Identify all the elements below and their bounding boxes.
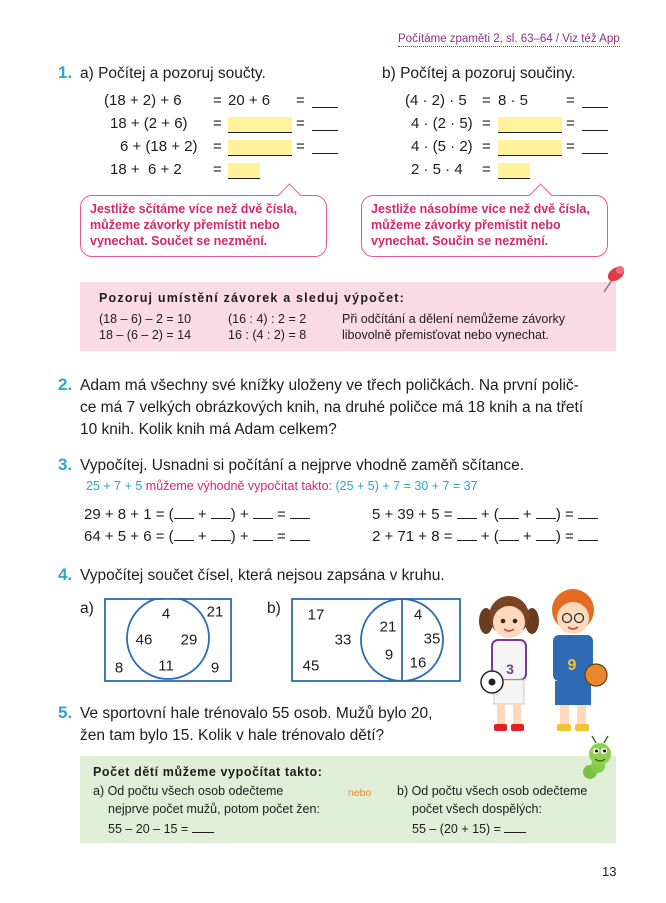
product-row-4-eq: = <box>482 161 491 178</box>
caterpillar-mascot-icon <box>576 734 620 780</box>
boy-figure <box>552 589 607 731</box>
exercise-1a-title: a) Počítej a pozoruj součty. <box>80 65 266 82</box>
answer-fill-box[interactable] <box>228 117 292 133</box>
circle-number: 9 <box>384 646 394 664</box>
answer-fill-box[interactable] <box>228 140 292 156</box>
circle-number: 4 <box>413 606 423 624</box>
solution-a-line: a) Od počtu všech osob odečteme <box>93 784 284 798</box>
exercise-4-title: Vypočítej součet čísel, která nejsou zapsána v kruhu. <box>80 567 445 584</box>
page-header-reference: Počítáme zpaměti 2, sl. 63–64 / Viz též App <box>398 33 620 45</box>
product-row-2-eq: = <box>482 115 491 132</box>
answer-blank[interactable] <box>192 832 214 833</box>
sum-row-1-eq: = <box>213 92 222 109</box>
exercise-3-row-3: 5 + 39 + 5 = + ( + ) = <box>372 506 598 523</box>
answer-fill-box[interactable] <box>498 140 562 156</box>
product-row-4-left: 2 · 5 · 4 <box>411 161 463 178</box>
answer-blank[interactable] <box>211 540 231 541</box>
circle-number: 21 <box>379 618 397 636</box>
answer-blank[interactable] <box>457 518 477 519</box>
product-row-1-mid: 8 · 5 <box>498 92 529 109</box>
expr-start: 2 + 71 + 8 = <box>372 528 453 545</box>
exercise-1b-title: b) Počítej a pozoruj součiny. <box>382 65 576 82</box>
observe-expr: (16 : 4) : 2 = 2 <box>228 312 307 326</box>
circle-number: 35 <box>423 630 441 648</box>
observe-note: libovolně přemisťovat nebo vynechat. <box>342 328 549 342</box>
exercise-4-number: 4. <box>58 565 73 584</box>
product-row-3-eq: = <box>482 138 491 155</box>
sum-row-4-eq: = <box>213 161 222 178</box>
answer-blank[interactable] <box>312 130 338 131</box>
sum-row-3-eq2: = <box>296 138 305 155</box>
diagram-a-label: a) <box>80 600 94 617</box>
circle-number: 46 <box>135 631 153 649</box>
answer-blank[interactable] <box>499 518 519 519</box>
product-row-2-left: 4 · (2 · 5) <box>411 115 473 132</box>
answer-blank[interactable] <box>504 832 526 833</box>
sum-row-1-eq2: = <box>296 92 305 109</box>
solution-b-line: b) Od počtu všech osob odečteme <box>397 784 588 798</box>
answer-blank[interactable] <box>290 518 310 519</box>
hint-text: můžeme výhodně vypočítat takto: <box>142 479 336 493</box>
answer-blank[interactable] <box>582 153 608 154</box>
rule-bubble-product <box>361 195 608 257</box>
sum-row-3-eq: = <box>213 138 222 155</box>
observe-expr: 18 – (6 – 2) = 14 <box>99 328 192 342</box>
answer-blank[interactable] <box>211 518 231 519</box>
answer-blank[interactable] <box>578 540 598 541</box>
rect-number: 45 <box>302 657 320 675</box>
solution-a-expression <box>108 822 214 836</box>
product-row-3-left: 4 · (5 · 2) <box>411 138 473 155</box>
answer-blank[interactable] <box>582 107 608 108</box>
exercise-2-line: 10 knih. Kolik knih má Adam celkem? <box>80 421 337 438</box>
sum-row-2-left: 18 + (2 + 6) <box>110 115 188 132</box>
solution-b-expression <box>412 822 526 836</box>
hint-expression: 25 + 7 + 5 <box>86 479 143 493</box>
rect-number: 9 <box>210 659 220 677</box>
answer-blank[interactable] <box>536 518 556 519</box>
expr-start: 64 + 5 + 6 = ( <box>84 528 174 545</box>
sum-row-4-left: 18 + 6 + 2 <box>110 161 182 178</box>
exercise-5-line: žen tam bylo 15. Kolik v hale trénovalo dětí? <box>80 727 385 744</box>
answer-blank[interactable] <box>457 540 477 541</box>
girl-jersey-number: 3 <box>506 661 514 677</box>
answer-blank[interactable] <box>290 540 310 541</box>
product-row-1-left: (4 · 2) · 5 <box>405 92 467 109</box>
pushpin-icon <box>596 262 628 296</box>
solution-box-title: Počet dětí můžeme vypočítat takto: <box>93 765 323 779</box>
rect-number: 33 <box>334 631 352 649</box>
observe-box-title: Pozoruj umístění závorek a sleduj výpočet: <box>99 291 406 305</box>
or-label: nebo <box>348 787 372 799</box>
observe-expr: 16 : (4 : 2) = 8 <box>228 328 307 342</box>
answer-fill-box[interactable] <box>498 117 562 133</box>
sum-row-1-mid: 20 + 6 <box>228 92 271 109</box>
hint-calculation: (25 + 5) + 7 = 30 + 7 = 37 <box>335 479 478 493</box>
exercise-3-row-2: 64 + 5 + 6 = ( + ) + = <box>84 528 310 545</box>
rect-number: 8 <box>114 659 124 677</box>
product-row-2-eq2: = <box>566 115 575 132</box>
exercise-3-row-1: 29 + 8 + 1 = ( + ) + = <box>84 506 310 523</box>
sum-row-2-eq2: = <box>296 115 305 132</box>
exercise-5-number: 5. <box>58 703 73 722</box>
exercise-5-line: Ve sportovní hale trénovalo 55 osob. Mužů bylo 20, <box>80 705 433 722</box>
exercise-3-number: 3. <box>58 455 73 474</box>
circle-number: 4 <box>161 605 171 623</box>
answer-blank[interactable] <box>312 107 338 108</box>
answer-fill-box[interactable] <box>498 163 530 179</box>
product-row-3-eq2: = <box>566 138 575 155</box>
answer-blank[interactable] <box>312 153 338 154</box>
answer-blank[interactable] <box>253 540 273 541</box>
expr-text: 55 – (20 + 15) = <box>412 822 501 836</box>
exercise-1-number: 1. <box>58 63 73 82</box>
exercise-3-hint <box>86 479 478 493</box>
answer-fill-box[interactable] <box>228 163 260 179</box>
rule-bubble-product-text: Jestliže násobíme více než dvě čísla, můžeme závorky přemístit nebo vynechat. Součin se nezmění. <box>371 202 590 248</box>
sum-row-3-left: 6 + (18 + 2) <box>120 138 198 155</box>
expr-start: 5 + 39 + 5 = <box>372 506 453 523</box>
circle-number: 16 <box>409 654 427 672</box>
answer-blank[interactable] <box>536 540 556 541</box>
exercise-2-number: 2. <box>58 375 73 394</box>
answer-blank[interactable] <box>174 540 194 541</box>
solution-b-line: počet všech dospělých: <box>412 802 542 816</box>
rect-number: 21 <box>206 603 224 621</box>
children-illustration <box>474 576 620 734</box>
exercise-2-line: ce má 7 velkých obrázkových knih, na druhé poličce má 18 knih a na třetí <box>80 399 584 416</box>
product-row-1-eq: = <box>482 92 491 109</box>
solution-a-line: nejprve počet mužů, potom počet žen: <box>108 802 320 816</box>
rect-number: 17 <box>307 606 325 624</box>
circle-number: 29 <box>180 631 198 649</box>
diagram-b-label: b) <box>267 600 281 617</box>
observe-note: Při odčítání a dělení nemůžeme závorky <box>342 312 566 326</box>
answer-blank[interactable] <box>578 518 598 519</box>
rule-bubble-sum <box>80 195 327 257</box>
exercise-3-title: Vypočítej. Usnadni si počítání a nejprve vhodně zaměň sčítance. <box>80 457 525 474</box>
rule-bubble-sum-text: Jestliže sčítáme více než dvě čísla, můžeme závorky přemístit nebo vynechat. Součet se nezmění. <box>90 202 298 248</box>
boy-jersey-number: 9 <box>567 657 577 674</box>
answer-blank[interactable] <box>174 518 194 519</box>
exercise-2-line: Adam má všechny své knížky uloženy ve třech poličkách. Na první polič- <box>80 377 579 394</box>
observe-expr: (18 – 6) – 2 = 10 <box>99 312 192 326</box>
circle-number: 11 <box>158 657 174 675</box>
page-number: 13 <box>602 864 617 879</box>
exercise-3-row-4: 2 + 71 + 8 = + ( + ) = <box>372 528 598 545</box>
sum-row-1-left: (18 + 2) + 6 <box>104 92 182 109</box>
sum-row-2-eq: = <box>213 115 222 132</box>
answer-blank[interactable] <box>499 540 519 541</box>
product-row-1-eq2: = <box>566 92 575 109</box>
observe-box <box>80 282 616 351</box>
answer-blank[interactable] <box>582 130 608 131</box>
solution-box <box>80 756 616 843</box>
answer-blank[interactable] <box>253 518 273 519</box>
expr-start: 29 + 8 + 1 = ( <box>84 506 174 523</box>
expr-text: 55 – 20 – 15 = <box>108 822 189 836</box>
